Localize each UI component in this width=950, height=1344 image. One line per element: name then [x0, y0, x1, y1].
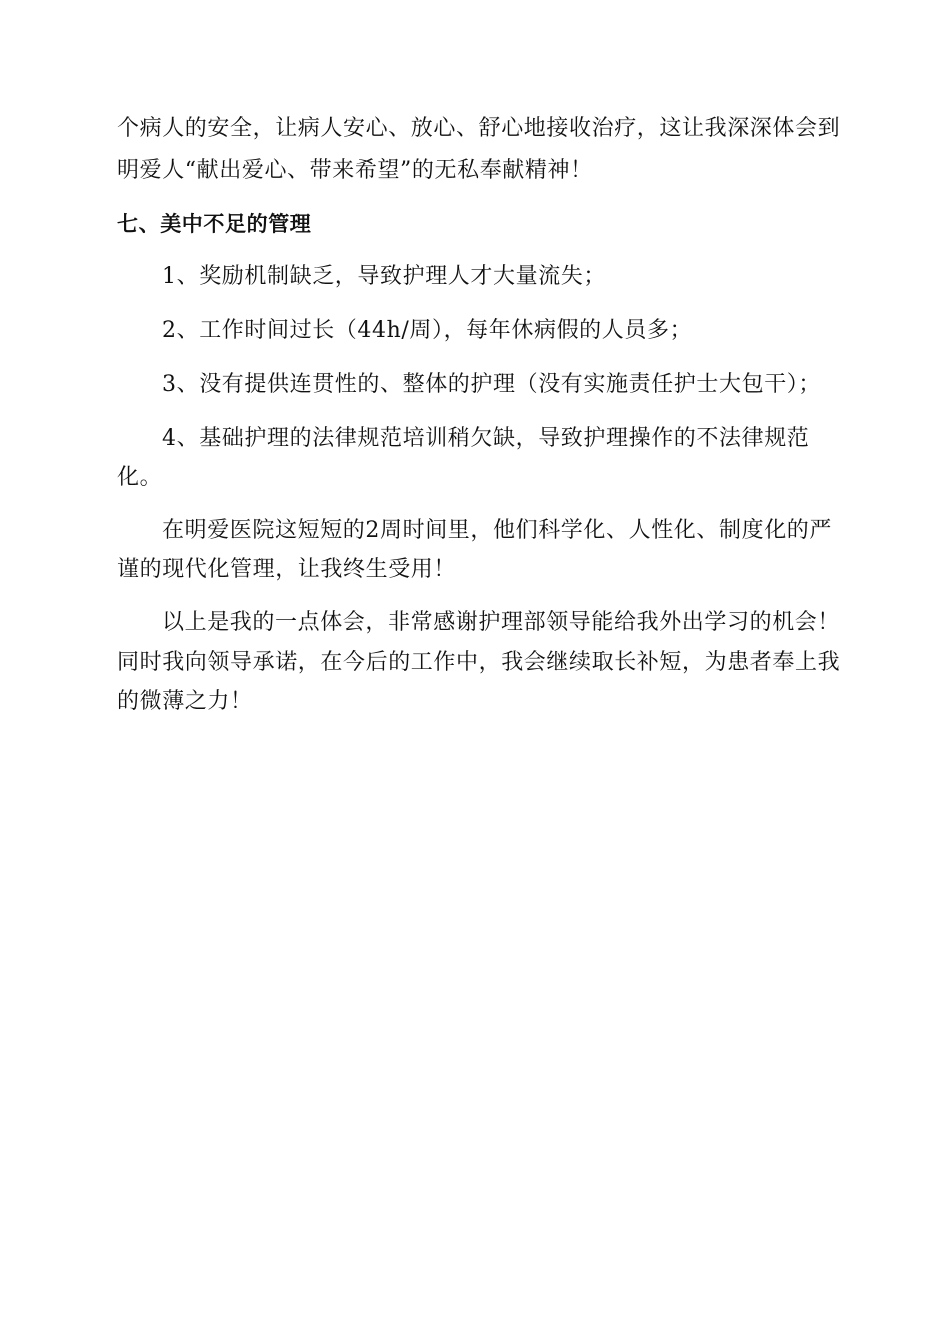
intro-paragraph-line-1: 个病人的安全，让病人安心、放心、舒心地接收治疗，这让我深深体会到: [117, 116, 841, 141]
summary-paragraph-line-1: 在明爱医院这短短的2周时间里，他们科学化、人性化、制度化的严: [162, 518, 832, 543]
section-heading: 七、美中不足的管理: [117, 212, 312, 236]
closing-paragraph-line-1: 以上是我的一点体会，非常感谢护理部领导能给我外出学习的机会！: [162, 610, 841, 635]
summary-paragraph-line-2: 谨的现代化管理，让我终生受用！: [117, 557, 457, 582]
list-item-4-line-1: 4、基础护理的法律规范培训稍欠缺，导致护理操作的不法律规范: [162, 426, 810, 451]
list-item-2: 2、工作时间过长（44h/周），每年休病假的人员多；: [162, 318, 693, 343]
intro-paragraph-line-2: 明爱人“献出爱心、带来希望”的无私奉献精神！: [117, 158, 593, 183]
list-item-3: 3、没有提供连贯性的、整体的护理（没有实施责任护士大包干）；: [162, 372, 821, 397]
closing-paragraph-line-3: 的微薄之力！: [117, 689, 253, 714]
list-item-4-line-2: 化。: [117, 465, 163, 490]
list-item-1: 1、奖励机制缺乏，导致护理人才大量流失；: [162, 264, 606, 289]
closing-paragraph-line-2: 同时我向领导承诺，在今后的工作中，我会继续取长补短，为患者奉上我: [117, 650, 841, 675]
